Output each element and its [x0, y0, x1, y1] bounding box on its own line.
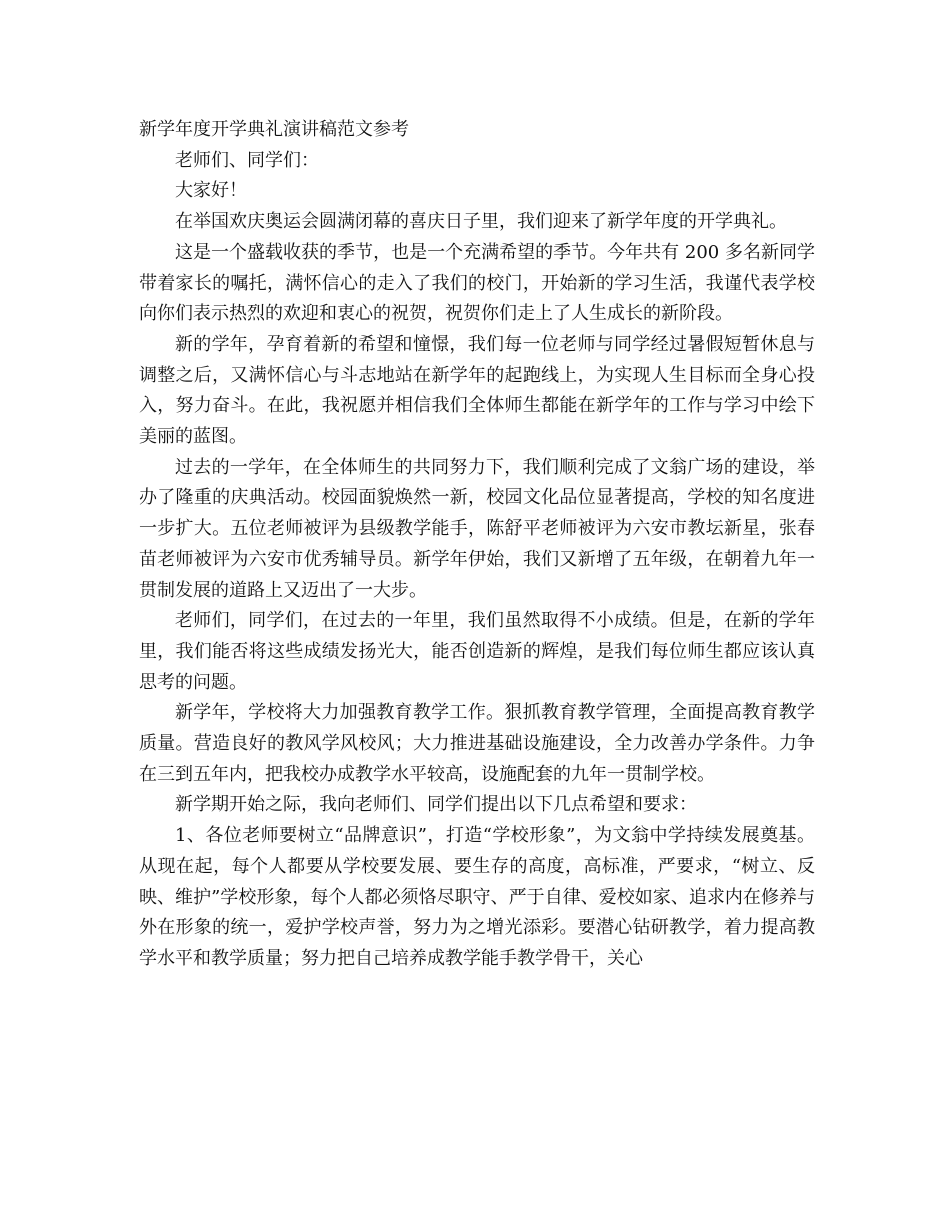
body-paragraph: 过去的一学年，在全体师生的共同努力下，我们顺利完成了文翁广场的建设，举办了隆重的庆典活动。校园面貌焕然一新，校园文化品位显著提高，学校的知名度进一步扩大。五位老师被评为县级教学能手，陈舒平老师被评为六安市教坛新星，张春苗老师被评为六安市优秀辅导员。新学年伊始，我们又新增了五年级，在朝着九年一贯制发展的道路上又迈出了一大步。	[139, 456, 815, 601]
document-body	[139, 115, 815, 975]
document-title: 新学年度开学典礼演讲稿范文参考	[139, 119, 409, 140]
body-paragraph: 新学年，学校将大力加强教育教学工作。狠抓教育教学管理，全面提高教育教学质量。营造良好的教风学风校风；大力推进基础设施建设，全力改善办学条件。力争在三到五年内，把我校办成教学水平较高，设施配套的九年一贯制学校。	[139, 702, 815, 785]
body-paragraph: 新学期开始之际，我向老师们、同学们提出以下几点希望和要求：	[175, 794, 697, 816]
body-paragraph: 1、各位老师要树立“品牌意识”，打造“学校形象”，为文翁中学持续发展奠基。从现在起，每个人都要从学校要发展、要生存的高度，高标准，严要求，“树立、反映、维护”学校形象，每个人都必须恪尽职守、严于自律、爱校如家、追求内在修养与外在形象的统一，爱护学校声誉，努力为之增光添彩。要潜心钻研教学，着力提高教学水平和教学质量；努力把自己培养成教学能手教学骨干，关心	[139, 825, 815, 969]
body-paragraph: 这是一个盛载收获的季节，也是一个充满希望的季节。今年共有 200 多名新同学带着家长的嘱托，满怀信心的走入了我们的校门，开始新的学习生活，我谨代表学校向你们表示热烈的欢迎和衷心的祝贺，祝贺你们走上了人生成长的新阶段。	[139, 241, 815, 325]
body-paragraph: 在举国欢庆奥运会圆满闭幕的喜庆日子里，我们迎来了新学年度的开学典礼。	[175, 211, 787, 233]
body-paragraph: 老师们，同学们，在过去的一年里，我们虽然取得不小成绩。但是，在新的学年里，我们能否将这些成绩发扬光大，能否创造新的辉煌，是我们每位师生都应该认真思考的问题。	[139, 610, 815, 693]
salutation-paragraph: 老师们、同学们：	[175, 149, 319, 171]
greeting-paragraph: 大家好！	[175, 180, 247, 202]
body-paragraph: 新的学年，孕育着新的希望和憧憬，我们每一位老师与同学经过暑假短暂休息与调整之后，又满怀信心与斗志地站在新学年的起跑线上，为实现人生目标而全身心投入，努力奋斗。在此，我祝愿并相信我们全体师生都能在新学年的工作与学习中绘下美丽的蓝图。	[139, 333, 815, 448]
